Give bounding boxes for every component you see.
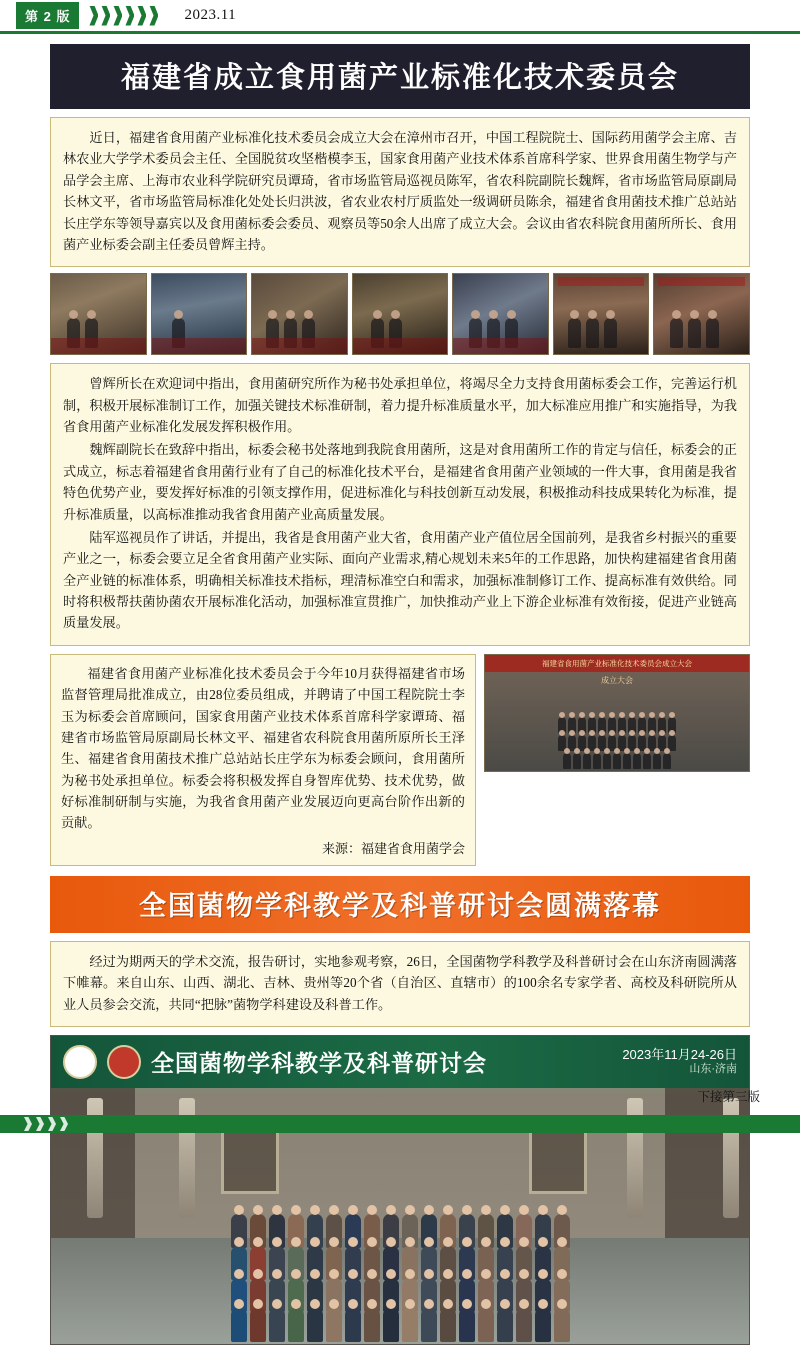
article1-headline-container: [50, 44, 750, 109]
page-number-badge: 第 2 版: [16, 2, 79, 29]
article1-paragraph: 陆军巡视员作了讲话，并提出，我省是食用菌产业大省，食用菌产业产值位居全国前列，是我省乡村振兴的重要产业之一，标委会要立足全省食用菌产业实际、面向产业需求,精心规划未来5年的工作思路，加快构建福建省食用菌全产业链的标准体系，明确相关标准技术指标，理清标准空白和需求，加强标准制修订工作、提高标准有效供给。同时将积极帮扶菌协菌农开展标准化活动，加强标准宣贯推广，加快推动产业上下游企业标准有效衔接，促进产业链高质量发展。: [63, 529, 737, 631]
footer-bar: [0, 1115, 800, 1133]
chevron-right-icon: [125, 6, 134, 26]
conference-crowd: [51, 1199, 749, 1344]
organization-logo-icon: [63, 1045, 97, 1079]
conference-location: 山东·济南: [689, 1063, 737, 1076]
conference-banner: [51, 1036, 749, 1088]
conference-banner-dates: [622, 1047, 737, 1077]
article1-closing-text: [50, 654, 476, 866]
continue-note: 下接第三版: [697, 1090, 760, 1104]
photo-thumbnail: [251, 273, 348, 355]
article1-closing-section: [50, 654, 750, 866]
article1-body-box: [50, 363, 750, 646]
article1-paragraph: 曾辉所长在欢迎词中指出，食用菌研究所作为秘书处承担单位，将竭尽全力支持食用菌标委会工作，完善运行机制，积极开展标准制订工作，加强关键技术标准研制，着力提升标准质量水平，加大标准应用推广和实施指导，为我省食用菌产业标准化发展发挥积极作用。: [63, 376, 737, 434]
article1-lead-box: [50, 117, 750, 267]
masthead: [0, 0, 800, 34]
issue-date: 2023.11: [184, 7, 237, 23]
chevron-right-icon: [89, 6, 98, 26]
photo-thumbnail: [553, 273, 650, 355]
article2-headline: 全国菌物学科教学及科普研讨会圆满落幕: [139, 890, 661, 921]
article1-photo-strip: [50, 273, 750, 355]
chevron-decoration: [89, 6, 158, 26]
chevron-right-icon: [137, 6, 146, 26]
chevron-right-icon: [149, 6, 158, 26]
article2-body-box: [50, 941, 750, 1027]
conference-banner-title: 全国菌物学科教学及科普研讨会: [151, 1050, 487, 1077]
photo-thumbnail: [50, 273, 147, 355]
group-photo-banner-text: 福建省食用菌产业标准化技术委员会成立大会: [485, 655, 749, 672]
article1-paragraph: 近日，福建省食用菌产业标准化技术委员会成立大会在漳州市召开，中国工程院院士、国际药用菌学会主席、吉林农业大学学术委员会主任、全国脱贫攻坚楷模李玉，国家食用菌产业技术体系首席科学家、世界食用菌生物学与产品学会主席、上海市农业科学院研究员谭琦，省市场监管局巡视员陈军，省农科院副院长魏辉，省市场监管局原副局长林文平，省市场监管局标准化处处长归洪波，省农业农村厅质监处一级调研员陈余，福建省食用菌技术推广总站站长庄学东等领导嘉宾以及食用菌标委会委员、观察员等50余人出席了成立大会。会议由省农科院食用菌所所长、食用菌产业标委会副主任委员曾辉主持。: [63, 130, 737, 252]
chevron-right-icon: [101, 6, 110, 26]
group-photo-subbanner-text: 成立大会: [601, 675, 633, 685]
article2-paragraph: 经过为期两天的学术交流，报告研讨，实地参观考察，26日，全国菌物学科教学及科普研讨会在山东济南圆满落下帷幕。来自山东、山西、湖北、吉林、贵州等20个省（自治区、直辖市）的100余名专家学者、高校及科研院所从业人员参会交流，共同“把脉”菌物学科建设及科普工作。: [63, 953, 737, 1012]
conference-date: 2023年11月24-26日: [622, 1046, 737, 1062]
article1-source: 来源：福建省食用菌学会: [321, 840, 465, 856]
article1-headline: 福建省成立食用菌产业标准化技术委员会: [120, 62, 679, 94]
article2-conference-photo: [50, 1035, 750, 1345]
article1-group-photo: [484, 654, 750, 772]
chevron-right-icon: [113, 6, 122, 26]
article2-headline-container: [50, 876, 750, 933]
page-body: [0, 44, 800, 1345]
photo-thumbnail: [352, 273, 449, 355]
article1-paragraph: 魏辉副院长在致辞中指出，标委会秘书处落地到我院食用菌所，这是对食用菌所工作的肯定与信任，标委会的正式成立，标志着福建省食用菌行业有了自己的标准化技术平台，是福建省食用菌产业领域的一件大事，食用菌是我省特色优势产业，要发挥好标准的引领支撑作用，促进标准化与科技创新互动发展，积极推动科技成果转化为标准，提升标准质量，以高标准推动我省食用菌产业高质量发展。: [63, 442, 737, 522]
photo-thumbnail: [151, 273, 248, 355]
organization-logo-secondary-icon: [107, 1045, 141, 1079]
photo-thumbnail: [653, 273, 750, 355]
article1-paragraph: 福建省食用菌产业标准化技术委员会于今年10月获得福建省市场监督管理局批准成立，由28位委员组成，并聘请了中国工程院院士李玉为标委会首席顾问，国家食用菌产业技术体系首席科学家谭琦、福建省市场监管局原副局长林文平、福建省农科院食用菌所原所长王泽生、福建省食用菌技术推广总站站长庄学东为标委会顾问，食用菌所为秘书处承担单位。标委会将积极发挥自身智库优势、技术优势，做好标准制研制与实施，为我省食用菌产业发展迈向更高台阶作出新的贡献。: [61, 665, 465, 831]
photo-thumbnail: [452, 273, 549, 355]
group-photo-people: [485, 717, 749, 769]
